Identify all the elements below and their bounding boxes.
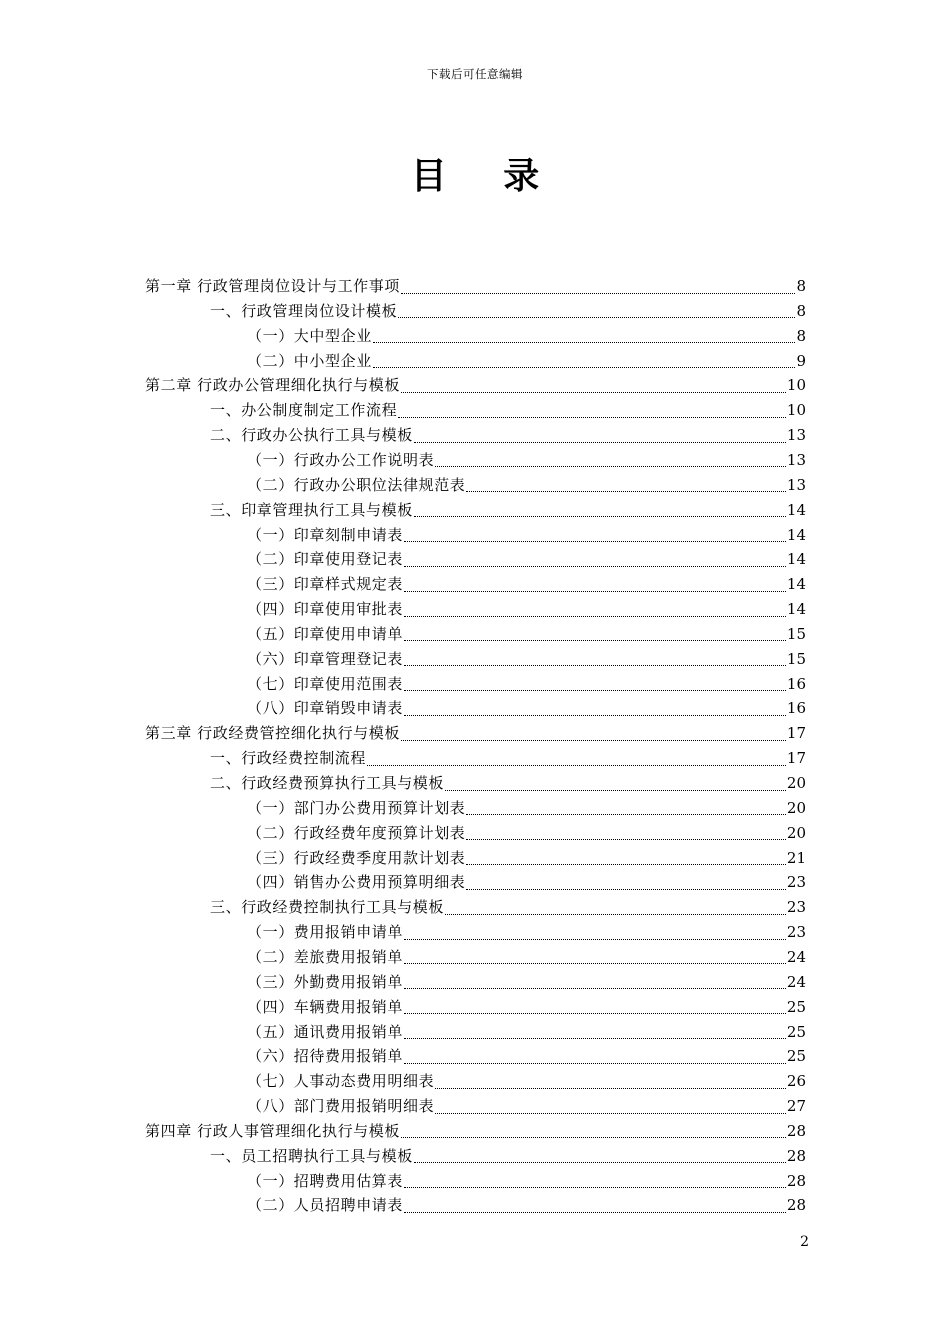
toc-dot-leader <box>466 863 786 865</box>
toc-entry-page: 8 <box>796 326 806 345</box>
toc-dot-leader <box>373 341 796 343</box>
toc-entry-label: （八）部门费用报销明细表 <box>247 1097 435 1116</box>
toc-entry-page: 15 <box>786 649 806 668</box>
toc-entry[interactable] <box>210 1144 806 1169</box>
toc-dot-leader <box>404 1211 786 1213</box>
toc-entry[interactable] <box>247 1020 806 1045</box>
toc-entry-page: 27 <box>786 1097 806 1116</box>
toc-entry-page: 14 <box>786 525 806 544</box>
toc-entry-page: 14 <box>786 500 806 519</box>
toc-entry[interactable] <box>247 572 806 597</box>
toc-entry[interactable] <box>247 448 806 473</box>
toc-dot-leader <box>466 888 786 890</box>
toc-entry-page: 17 <box>786 724 806 743</box>
toc-entry-label: （二）差旅费用报销单 <box>247 947 404 966</box>
toc-dot-leader <box>404 590 786 592</box>
toc-dot-leader <box>404 664 786 666</box>
toc-entry-label: （六）印章管理登记表 <box>247 649 404 668</box>
toc-entry-label: （二）行政经费年度预算计划表 <box>247 823 466 842</box>
toc-dot-leader <box>404 689 786 691</box>
toc-entry-page: 8 <box>796 277 806 295</box>
toc-dot-leader <box>401 292 795 294</box>
toc-entry-label: （二）中小型企业 <box>247 351 372 370</box>
toc-dot-leader <box>404 1186 786 1188</box>
toc-dot-leader <box>404 565 786 567</box>
toc-dot-leader <box>401 391 786 393</box>
toc-entry-label: （六）招待费用报销单 <box>247 1047 404 1066</box>
toc-entry-label: （四）销售办公费用预算明细表 <box>247 873 466 892</box>
toc-dot-leader <box>367 764 786 766</box>
toc-entry[interactable] <box>247 970 806 995</box>
toc-entry-label: （一）费用报销申请单 <box>247 923 404 942</box>
toc-dot-leader <box>401 1136 786 1138</box>
toc-dot-leader <box>398 316 795 318</box>
toc-entry-page: 28 <box>786 1146 806 1165</box>
toc-entry[interactable] <box>247 920 806 945</box>
toc-entry-page: 16 <box>786 674 806 693</box>
toc-entry-label: （一）部门办公费用预算计划表 <box>247 798 466 817</box>
toc-entry[interactable] <box>247 622 806 647</box>
toc-entry-page: 9 <box>796 351 806 370</box>
toc-dot-leader <box>401 739 786 741</box>
toc-dot-leader <box>404 1012 786 1014</box>
toc-entry[interactable] <box>247 1044 806 1069</box>
toc-entry[interactable] <box>247 1094 806 1119</box>
toc-entry-label: （四）印章使用审批表 <box>247 600 404 619</box>
toc-entry[interactable] <box>247 995 806 1020</box>
toc-entry-label: 二、行政经费预算执行工具与模板 <box>210 774 445 792</box>
toc-entry-label: （一）印章刻制申请表 <box>247 525 404 544</box>
toc-entry-page: 20 <box>786 774 806 792</box>
toc-entry-page: 16 <box>786 699 806 718</box>
toc-entry-page: 13 <box>786 475 806 494</box>
toc-dot-leader <box>466 813 786 815</box>
toc-entry-label: 第三章 行政经费管控细化执行与模板 <box>145 724 400 743</box>
toc-entry-label: 二、行政办公执行工具与模板 <box>210 426 413 445</box>
toc-entry-label: 一、员工招聘执行工具与模板 <box>210 1146 413 1165</box>
toc-entry-label: （三）外勤费用报销单 <box>247 972 404 991</box>
toc-entry-page: 20 <box>786 823 806 842</box>
toc-entry-label: （二）行政办公职位法律规范表 <box>247 475 466 494</box>
toc-entry[interactable] <box>247 672 806 697</box>
toc-entry-page: 10 <box>786 376 806 395</box>
toc-entry[interactable] <box>210 398 806 423</box>
toc-entry-label: （一）招聘费用估算表 <box>247 1171 404 1190</box>
toc-entry-label: （三）印章样式规定表 <box>247 575 404 594</box>
toc-dot-leader <box>466 490 786 492</box>
toc-dot-leader <box>445 913 786 915</box>
toc-dot-leader <box>445 789 786 791</box>
toc-entry-label: （一）大中型企业 <box>247 326 372 345</box>
toc-entry-label: （四）车辆费用报销单 <box>247 997 404 1016</box>
toc-entry-label: 第二章 行政办公管理细化执行与模板 <box>145 376 400 395</box>
toc-entry[interactable] <box>247 647 806 672</box>
toc-entry[interactable] <box>247 796 806 821</box>
toc-entry-label: （一）行政办公工作说明表 <box>247 450 435 469</box>
toc-dot-leader <box>398 416 786 418</box>
toc-entry[interactable] <box>247 523 806 548</box>
toc-entry-page: 21 <box>786 848 806 867</box>
toc-entry-label: 三、印章管理执行工具与模板 <box>210 500 413 519</box>
toc-dot-leader <box>404 1037 786 1039</box>
toc-entry[interactable] <box>145 1119 806 1144</box>
toc-entry[interactable] <box>247 945 806 970</box>
toc-entry[interactable] <box>247 846 806 871</box>
toc-entry[interactable] <box>247 1193 806 1218</box>
toc-dot-leader <box>414 515 786 517</box>
toc-entry-page: 25 <box>786 1022 806 1041</box>
toc-dot-leader <box>414 1161 786 1163</box>
toc-dot-leader <box>414 441 786 443</box>
toc-entry-page: 23 <box>786 923 806 942</box>
toc-entry[interactable] <box>210 746 806 771</box>
toc-entry-page: 23 <box>786 873 806 892</box>
toc-entry-label: （七）印章使用范围表 <box>247 674 404 693</box>
toc-entry-page: 28 <box>786 1196 806 1215</box>
toc-entry[interactable] <box>247 324 806 349</box>
toc-entry-page: 17 <box>786 749 806 768</box>
toc-entry-page: 23 <box>786 898 806 917</box>
toc-entry[interactable] <box>247 1169 806 1194</box>
toc-entry-label: （八）印章销毁申请表 <box>247 699 404 718</box>
toc-entry[interactable] <box>247 349 806 374</box>
toc-dot-leader <box>404 938 786 940</box>
toc-entry[interactable] <box>210 771 806 796</box>
toc-entry-page: 25 <box>786 997 806 1016</box>
toc-entry-label: （五）印章使用申请单 <box>247 624 404 643</box>
toc-entry-label: 一、行政经费控制流程 <box>210 749 367 768</box>
toc-dot-leader <box>466 838 786 840</box>
toc-entry[interactable] <box>247 870 806 895</box>
toc-entry-page: 14 <box>786 575 806 594</box>
toc-dot-leader <box>404 540 786 542</box>
toc-entry[interactable] <box>210 895 806 920</box>
toc-dot-leader <box>404 962 786 964</box>
toc-entry-label: （五）通讯费用报销单 <box>247 1022 404 1041</box>
toc-entry-page: 15 <box>786 624 806 643</box>
toc-entry-page: 10 <box>786 401 806 420</box>
toc-dot-leader <box>435 465 786 467</box>
toc-entry-page: 24 <box>786 947 806 966</box>
toc-entry-page: 13 <box>786 450 806 469</box>
toc-entry[interactable] <box>247 696 806 721</box>
page-title: 目 录 <box>410 155 562 197</box>
toc-entry-label: （二）人员招聘申请表 <box>247 1196 404 1215</box>
toc-entry-label: 第四章 行政人事管理细化执行与模板 <box>145 1121 400 1140</box>
toc-entry-page: 24 <box>786 972 806 991</box>
toc-entry-page: 20 <box>786 798 806 817</box>
toc-entry[interactable] <box>247 597 806 622</box>
toc-entry[interactable] <box>210 423 806 448</box>
toc-entry-page: 8 <box>796 301 806 320</box>
header-note: 下载后可任意编辑 <box>427 67 523 81</box>
toc-entry-label: 一、行政管理岗位设计模板 <box>210 301 398 320</box>
toc-dot-leader <box>435 1112 786 1114</box>
toc-entry-label: 一、办公制度制定工作流程 <box>210 401 398 420</box>
toc-dot-leader <box>404 639 786 641</box>
toc-entry-label: （二）印章使用登记表 <box>247 550 404 569</box>
toc-entry[interactable] <box>210 299 806 324</box>
toc-dot-leader <box>404 714 786 716</box>
toc-entry[interactable] <box>145 373 806 398</box>
toc-entry-page: 28 <box>786 1171 806 1190</box>
toc-entry[interactable] <box>247 1069 806 1094</box>
page-number: 2 <box>800 1234 809 1250</box>
toc-entry-page: 14 <box>786 550 806 569</box>
toc-dot-leader <box>404 987 786 989</box>
toc-entry-page: 25 <box>786 1047 806 1066</box>
toc-entry-label: 三、行政经费控制执行工具与模板 <box>210 898 445 917</box>
toc-entry[interactable] <box>247 547 806 572</box>
toc-entry-page: 14 <box>786 600 806 619</box>
toc-entry[interactable] <box>210 498 806 523</box>
toc-entry-page: 26 <box>786 1072 806 1091</box>
toc-entry[interactable] <box>145 274 806 299</box>
toc-entry[interactable] <box>145 721 806 746</box>
toc-dot-leader <box>373 366 796 368</box>
toc-dot-leader <box>404 615 786 617</box>
toc-dot-leader <box>435 1087 786 1089</box>
toc-entry-label: （三）行政经费季度用款计划表 <box>247 848 466 867</box>
toc-entry-page: 13 <box>786 426 806 445</box>
toc-entry-label: （七）人事动态费用明细表 <box>247 1072 435 1091</box>
toc-entry-page: 28 <box>786 1121 806 1140</box>
toc-entry[interactable] <box>247 821 806 846</box>
toc-entry-label: 第一章 行政管理岗位设计与工作事项 <box>145 277 400 295</box>
toc-dot-leader <box>404 1062 786 1064</box>
toc-entry[interactable] <box>247 473 806 498</box>
